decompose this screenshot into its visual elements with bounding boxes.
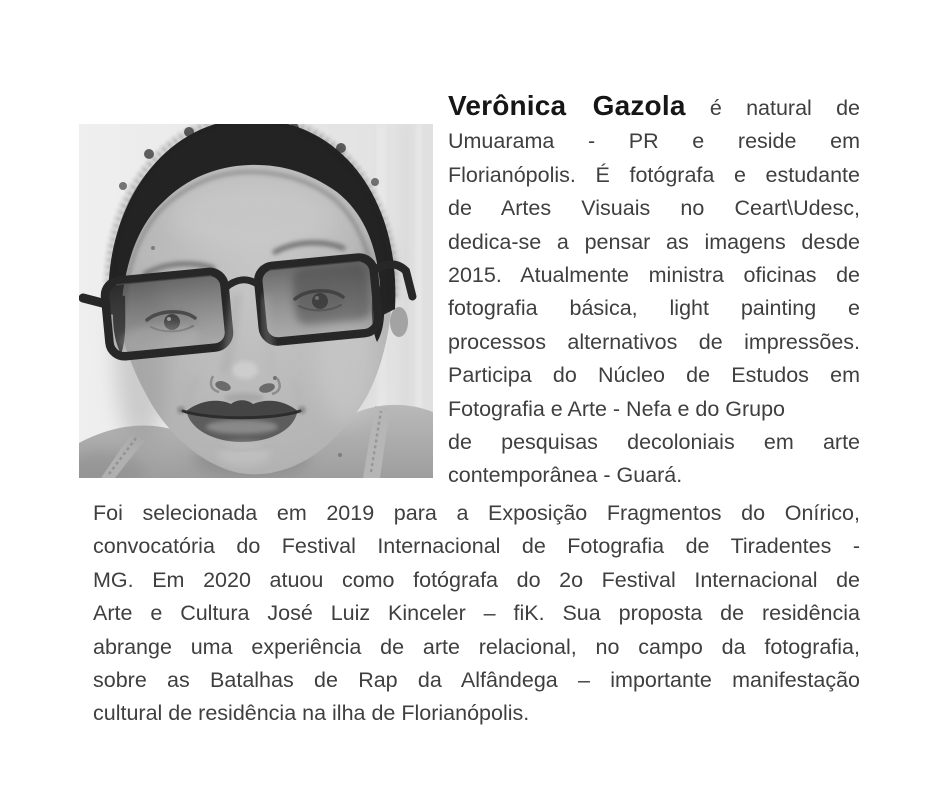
bio-paragraph-line-6: sobre as Batalhas de Rap da Alfândega – importante manifestação [93, 668, 860, 693]
bio-intro-line-3: Florianópolis. É fotógrafa e estudante [448, 162, 860, 187]
portrait-photo [79, 124, 433, 478]
bio-paragraph-line-4: Arte e Cultura José Luiz Kinceler – fiK. Sua proposta de residência [93, 601, 860, 626]
bio-intro-line-1 [448, 89, 860, 125]
bio-intro-line-4: de Artes Visuais no Ceart\Udesc, [448, 196, 860, 221]
portrait-photo-illustration [79, 124, 433, 478]
bio-intro-line-11: de pesquisas decoloniais em arte [448, 430, 860, 455]
bio-intro-line-10: Fotografia e Arte - Nefa e do Grupo [448, 396, 786, 421]
bio-intro-line-9: Participa do Núcleo de Estudos em [448, 363, 860, 388]
person-name: Verônica Gazola [448, 90, 686, 121]
bio-intro-line-7: fotografia básica, light painting e [448, 296, 860, 321]
chin [218, 442, 270, 466]
bio-intro-line-1-rest: é natural de [709, 96, 860, 120]
bio-intro-line-6: 2015. Atualmente ministra oficinas de [448, 263, 860, 288]
bio-paragraph-line-7: cultural de residência na ilha de Florianópolis. [93, 701, 530, 726]
bio-paragraph-line-1: Foi selecionada em 2019 para a Exposição Fragmentos do Onírico, [93, 501, 860, 525]
bio-paragraph-line-3: MG. Em 2020 atuou como fotógrafa do 2o Festival Internacional de [93, 567, 860, 592]
bio-paragraph [93, 497, 860, 731]
bio-intro-line-8: processos alternativos de impressões. [448, 329, 860, 354]
bio-intro [448, 89, 860, 493]
bio-paragraph-line-2: convocatória do Festival Internacional de Fotografia de Tiradentes - [93, 534, 860, 559]
bio-paragraph-line-5: abrange uma experiência de arte relacional, no campo da fotografia, [93, 634, 860, 659]
right-ear [390, 307, 408, 337]
bio-intro-line-12: contemporânea - Guará. [448, 463, 683, 488]
bio-intro-line-2: Umuarama - PR e reside em [448, 129, 860, 154]
bio-intro-line-5: dedica-se a pensar as imagens desde [448, 229, 860, 254]
